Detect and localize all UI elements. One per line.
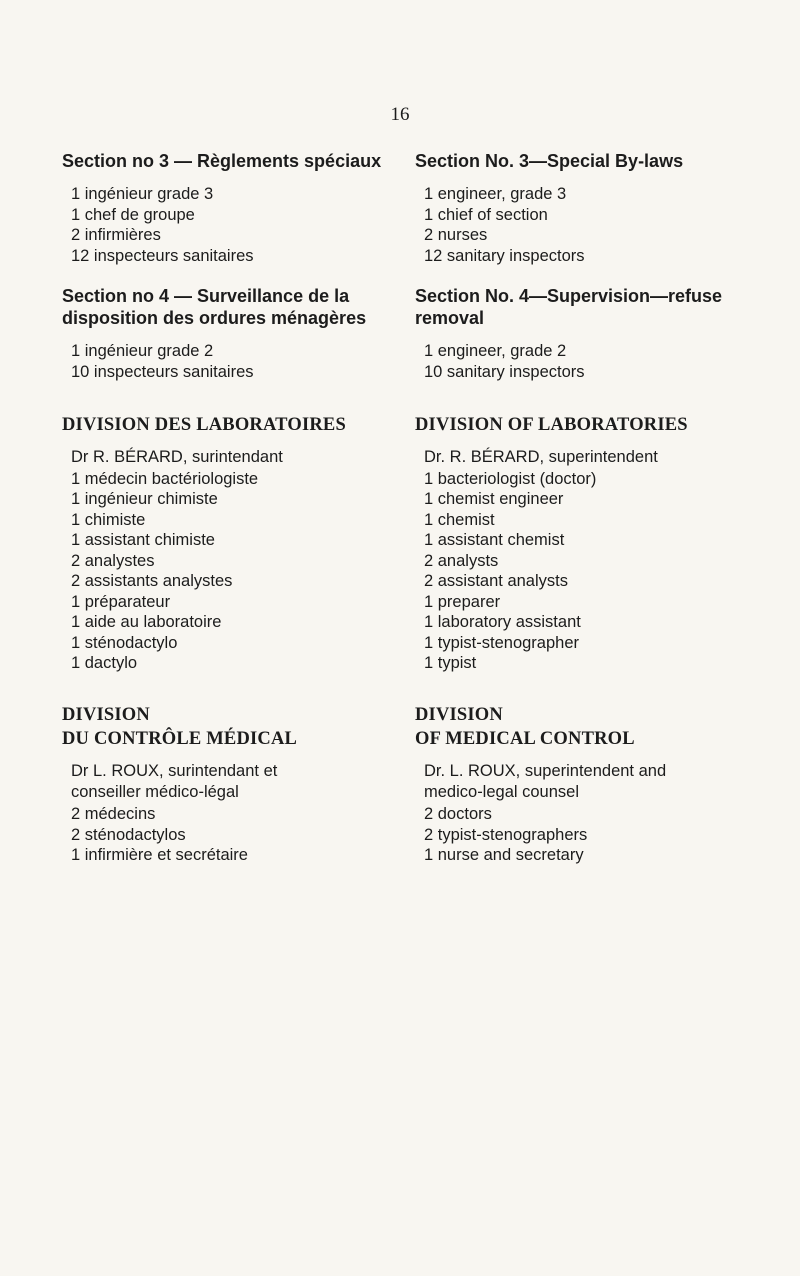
en-laboratories-list — [415, 469, 765, 674]
list-item: 1 chief of section — [424, 205, 548, 224]
en-laboratories-title: DIVISION OF LABORATORIES — [415, 415, 688, 435]
fr-section4-title-line2: disposition des ordures ménagères — [62, 308, 367, 328]
en-section4 — [415, 285, 765, 382]
list-item: 2 typist-stenographers — [424, 825, 588, 844]
fr-section4 — [62, 285, 407, 382]
list-item: 1 bacteriologist (doctor) — [424, 469, 597, 488]
list-item: 1 laboratory assistant — [424, 613, 581, 631]
en-medical-control-title-line1: DIVISION — [415, 705, 503, 725]
list-item: 1 médecin bactériologiste — [71, 469, 259, 488]
list-item: 1 typist-stenographer — [424, 633, 580, 652]
list-item: 1 nurse and secretary — [424, 846, 584, 864]
list-item: 12 inspecteurs sanitaires — [71, 246, 254, 265]
list-item: 2 assistants analystes — [71, 572, 233, 590]
list-item: 1 ingénieur grade 3 — [71, 185, 214, 203]
list-item: 1 sténodactylo — [71, 633, 178, 652]
list-item: 1 infirmière et secrétaire — [71, 846, 248, 864]
en-section4-title-line1: Section No. 4—Supervision—refuse — [415, 286, 723, 306]
fr-medical-control-title-line1: DIVISION — [62, 705, 150, 725]
list-item: 2 analysts — [424, 551, 499, 570]
list-item: 1 chimiste — [71, 510, 146, 529]
list-item: 1 typist — [424, 654, 477, 672]
en-section4-title-line2: removal — [415, 308, 485, 328]
en-medical-control-list — [415, 804, 765, 866]
fr-section3-title: Section no 3 — Règlements spéciaux — [62, 151, 382, 171]
fr-medical-control-list — [62, 804, 407, 866]
list-item: 2 sténodactylos — [71, 825, 186, 844]
fr-medical-control-head-line2: conseiller médico-légal — [71, 783, 239, 801]
fr-medical-control-head-line1: Dr L. ROUX, surintendant et — [71, 762, 278, 780]
list-item: 1 ingénieur grade 2 — [71, 342, 214, 360]
list-item: 1 chef de groupe — [71, 205, 195, 224]
en-medical-control-title-line2: OF MEDICAL CONTROL — [415, 729, 635, 749]
list-item: 1 dactylo — [71, 654, 138, 672]
en-laboratories-head: Dr. R. BÉRARD, superintendent — [424, 448, 658, 466]
list-item: 2 médecins — [71, 805, 156, 823]
en-medical-control — [415, 703, 765, 866]
list-item: 2 assistant analysts — [424, 572, 568, 590]
list-item: 1 préparateur — [71, 592, 171, 611]
list-item: 12 sanitary inspectors — [424, 246, 585, 265]
en-medical-control-head — [415, 761, 765, 803]
en-medical-control-title — [415, 703, 765, 751]
list-item: 1 engineer, grade 2 — [424, 342, 567, 360]
list-item: 2 analystes — [71, 551, 155, 570]
page-number: 16 — [390, 104, 410, 125]
fr-section3 — [62, 150, 407, 266]
fr-section3-list — [62, 184, 407, 266]
list-item: 1 chemist — [424, 510, 495, 529]
list-item: 1 preparer — [424, 592, 501, 611]
list-item: 1 ingénieur chimiste — [71, 490, 218, 508]
list-item: 1 assistant chimiste — [71, 531, 215, 549]
fr-laboratories — [62, 413, 407, 674]
en-section4-title — [415, 285, 765, 329]
list-item: 2 doctors — [424, 805, 492, 823]
en-section4-list — [415, 341, 765, 382]
fr-medical-control — [62, 703, 407, 866]
en-section3-title: Section No. 3—Special By-laws — [415, 151, 684, 171]
list-item: 1 aide au laboratoire — [71, 613, 222, 631]
en-laboratories — [415, 413, 765, 674]
list-item: 2 infirmières — [71, 226, 161, 244]
fr-laboratories-head: Dr R. BÉRARD, surintendant — [71, 448, 283, 466]
en-medical-control-head-line1: Dr. L. ROUX, superintendent and — [424, 762, 667, 780]
list-item: 2 nurses — [424, 226, 488, 244]
fr-section4-list — [62, 341, 407, 382]
en-section3-list — [415, 184, 765, 266]
en-medical-control-head-line2: medico-legal counsel — [424, 783, 580, 801]
en-section3 — [415, 150, 765, 266]
fr-section4-title-line1: Section no 4 — Surveillance de la — [62, 286, 350, 306]
list-item: 1 engineer, grade 3 — [424, 185, 567, 203]
fr-laboratories-list — [62, 469, 407, 674]
fr-medical-control-head — [62, 761, 407, 803]
list-item: 10 inspecteurs sanitaires — [71, 362, 254, 381]
fr-medical-control-title — [62, 703, 407, 751]
fr-medical-control-title-line2: DU CONTRÔLE MÉDICAL — [62, 729, 298, 749]
fr-laboratories-title: DIVISION DES LABORATOIRES — [62, 415, 346, 435]
list-item: 1 assistant chemist — [424, 531, 565, 549]
list-item: 10 sanitary inspectors — [424, 362, 585, 381]
fr-section4-title — [62, 285, 407, 329]
list-item: 1 chemist engineer — [424, 490, 564, 508]
